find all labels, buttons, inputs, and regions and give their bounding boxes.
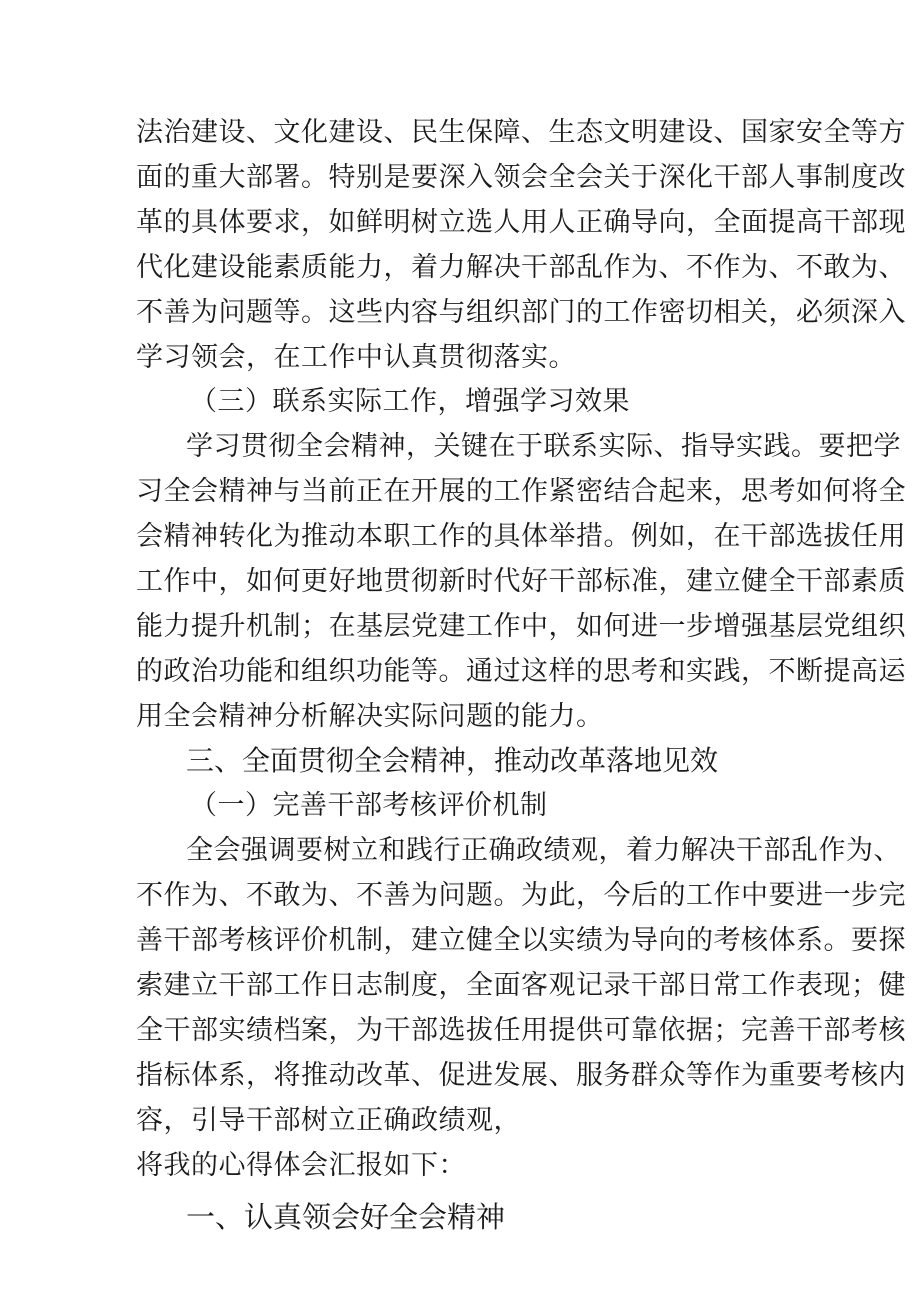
paragraph-line: 学习领会，在工作中认真贯彻落实。 bbox=[136, 342, 576, 373]
paragraph-line: 面的重大部署。特别是要深入领会全会关于深化干部人事制度改 bbox=[136, 162, 906, 193]
paragraph-line: 能力提升机制；在基层党建工作中，如何进一步增强基层党组织 bbox=[136, 611, 906, 642]
paragraph-line: 不作为、不敢为、不善为问题。为此，今后的工作中要进一步完 bbox=[136, 880, 906, 911]
paragraph-line: 革的具体要求，如鲜明树立选人用人正确导向，全面提高干部现 bbox=[136, 207, 906, 238]
paragraph-line: 代化建设能素质能力，着力解决干部乱作为、不作为、不敢为、 bbox=[136, 252, 906, 283]
section-heading: 三、全面贯彻全会精神，推动改革落地见效 bbox=[186, 744, 719, 777]
subsection-heading: （一）完善干部考核评价机制 bbox=[190, 790, 548, 821]
paragraph-line: 习全会精神与当前正在开展的工作紧密结合起来，思考如何将全 bbox=[136, 476, 906, 507]
paragraph-line: 不善为问题等。这些内容与组织部门的工作密切相关，必须深入 bbox=[136, 297, 906, 328]
paragraph-line: 的政治功能和组织功能等。通过这样的思考和实践，不断提高运 bbox=[136, 656, 906, 687]
paragraph-line: 法治建设、文化建设、民生保障、生态文明建设、国家安全等方 bbox=[136, 117, 906, 148]
paragraph-line: 将我的心得体会汇报如下： bbox=[136, 1150, 466, 1181]
paragraph-line: 指标体系，将推动改革、促进发展、服务群众等作为重要考核内 bbox=[136, 1060, 906, 1091]
section-heading: 一、认真领会好全会精神 bbox=[186, 1200, 506, 1234]
paragraph-line: 用全会精神分析解决实际问题的能力。 bbox=[136, 701, 604, 732]
paragraph-line: 索建立干部工作日志制度，全面客观记录干部日常工作表现；健 bbox=[136, 970, 906, 1001]
paragraph-line: 容，引导干部树立正确政绩观， bbox=[136, 1105, 521, 1136]
subsection-heading: （三）联系实际工作，增强学习效果 bbox=[190, 386, 630, 417]
paragraph-line: 全干部实绩档案，为干部选拔任用提供可靠依据；完善干部考核 bbox=[136, 1015, 906, 1046]
paragraph-line: 工作中，如何更好地贯彻新时代好干部标准，建立健全干部素质 bbox=[136, 566, 906, 597]
paragraph-line: 全会强调要树立和践行正确政绩观，着力解决干部乱作为、 bbox=[186, 835, 901, 866]
paragraph-line: 善干部考核评价机制，建立健全以实绩为导向的考核体系。要探 bbox=[136, 925, 906, 956]
paragraph-line: 学习贯彻全会精神，关键在于联系实际、指导实践。要把学 bbox=[186, 431, 901, 462]
paragraph-line: 会精神转化为推动本职工作的具体举措。例如，在干部选拔任用 bbox=[136, 521, 906, 552]
